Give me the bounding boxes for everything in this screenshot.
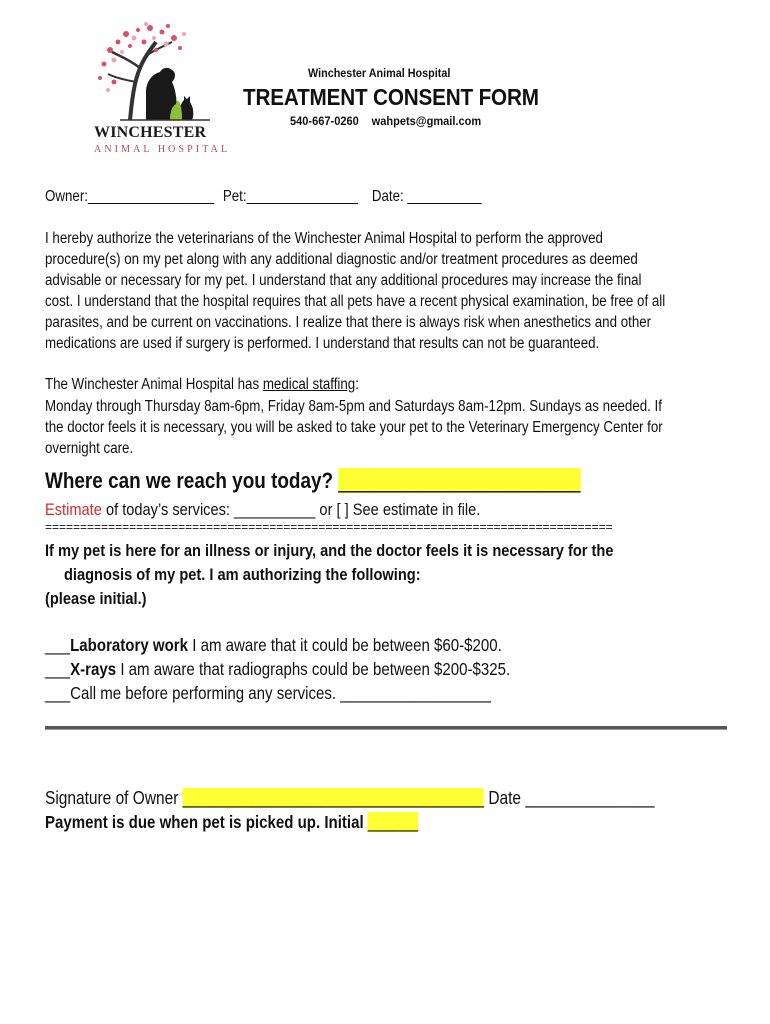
auth-xrays-text: I am aware that radiographs could be between $200-$325. <box>116 659 511 679</box>
divider <box>45 726 727 730</box>
staffing-intro: The Winchester Animal Hospital has <box>45 376 263 393</box>
staffing-line-3: overnight care. <box>45 440 134 457</box>
auth-laboratory-initial[interactable]: ___ <box>45 635 71 655</box>
date-field[interactable]: Date: __________ <box>371 188 482 205</box>
auth-laboratory <box>45 635 502 656</box>
signature-field[interactable]: ___________________________________ <box>182 788 485 808</box>
consent-line-2: procedure(s) on my pet along with any additional diagnostic and/or treatment procedures as deemed <box>45 251 638 268</box>
reach-question-line <box>45 468 580 494</box>
auth-call-text[interactable]: Call me before performing any services. __________________ <box>70 683 491 703</box>
consent-line-4: cost. I understand that the hospital requires that all pets have a recent physical examination, be free of all <box>45 293 666 310</box>
estimate-text[interactable]: of today’s services: __________ or [ ] See estimate in file. <box>101 500 481 519</box>
staffing-line-2: the doctor feels it is necessary, you will be asked to take your pet to the Veterinary Emergency Center for <box>45 419 663 436</box>
staffing-colon: : <box>355 376 359 393</box>
logo-name: WINCHESTER <box>94 124 207 141</box>
owner-pet-date-line <box>45 188 482 206</box>
email-address: wahpets@gmail.com <box>371 114 482 128</box>
medical-staffing-link[interactable]: medical staffing <box>262 376 356 393</box>
reach-question: Where can we reach you today? <box>45 468 334 493</box>
auth-call <box>45 683 491 704</box>
hospital-name: Winchester Animal Hospital <box>308 66 451 80</box>
auth-xrays-label: X-rays <box>70 659 117 679</box>
phone-number: 540-667-0260 <box>290 114 359 128</box>
auth-laboratory-text: I am aware that it could be between $60-$200. <box>188 635 502 655</box>
logo-subtitle: ANIMAL HOSPITAL <box>94 144 231 155</box>
staffing-heading <box>45 376 359 394</box>
payment-text: Payment is due when pet is picked up. Initial <box>45 812 368 832</box>
payment-initial-field[interactable]: ______ <box>367 812 419 832</box>
signature-line <box>45 788 654 809</box>
pet-field[interactable]: Pet:_______________ <box>222 188 358 205</box>
consent-line-1: I hereby authorize the veterinarians of the Winchester Animal Hospital to perform the approved <box>45 230 603 247</box>
contact-info <box>290 114 481 128</box>
estimate-line <box>45 500 480 520</box>
signature-date-field[interactable]: Date _______________ <box>484 788 655 808</box>
payment-line <box>45 812 418 833</box>
consent-line-3: advisable or necessary for my pet. I understand that any additional procedures may increase the final <box>45 272 642 289</box>
illness-line-2: diagnosis of my pet. I am authorizing the following: <box>64 565 421 584</box>
estimate-label: Estimate <box>45 500 102 519</box>
form-title: TREATMENT CONSENT FORM <box>243 84 539 110</box>
owner-field[interactable]: Owner:_________________ <box>45 188 215 205</box>
illness-line-1: If my pet is here for an illness or injury, and the doctor feels it is necessary for the <box>45 541 614 560</box>
reach-phone-field[interactable]: _______________________ <box>338 468 581 493</box>
auth-xrays-initial[interactable]: ___ <box>45 659 71 679</box>
illness-line-3: (please initial.) <box>45 589 147 608</box>
consent-line-6: medications are used if surgery is performed. I understand that results can not be guaranteed. <box>45 335 600 352</box>
cherry-tree-pets-icon <box>90 20 225 124</box>
separator-line: ================================================================================= <box>45 520 613 534</box>
auth-call-initial[interactable]: ___ <box>45 683 71 703</box>
auth-laboratory-label: Laboratory work <box>70 635 189 655</box>
staffing-line-1: Monday through Thursday 8am-6pm, Friday 8am-5pm and Saturdays 8am-12pm. Sundays as needed. If <box>45 398 662 415</box>
hospital-logo <box>82 20 231 162</box>
signature-label: Signature of Owner <box>45 788 183 808</box>
consent-line-5: parasites, and be current on vaccinations. I realize that there is always risk when anesthetics and other <box>45 314 652 331</box>
auth-xrays <box>45 659 510 680</box>
